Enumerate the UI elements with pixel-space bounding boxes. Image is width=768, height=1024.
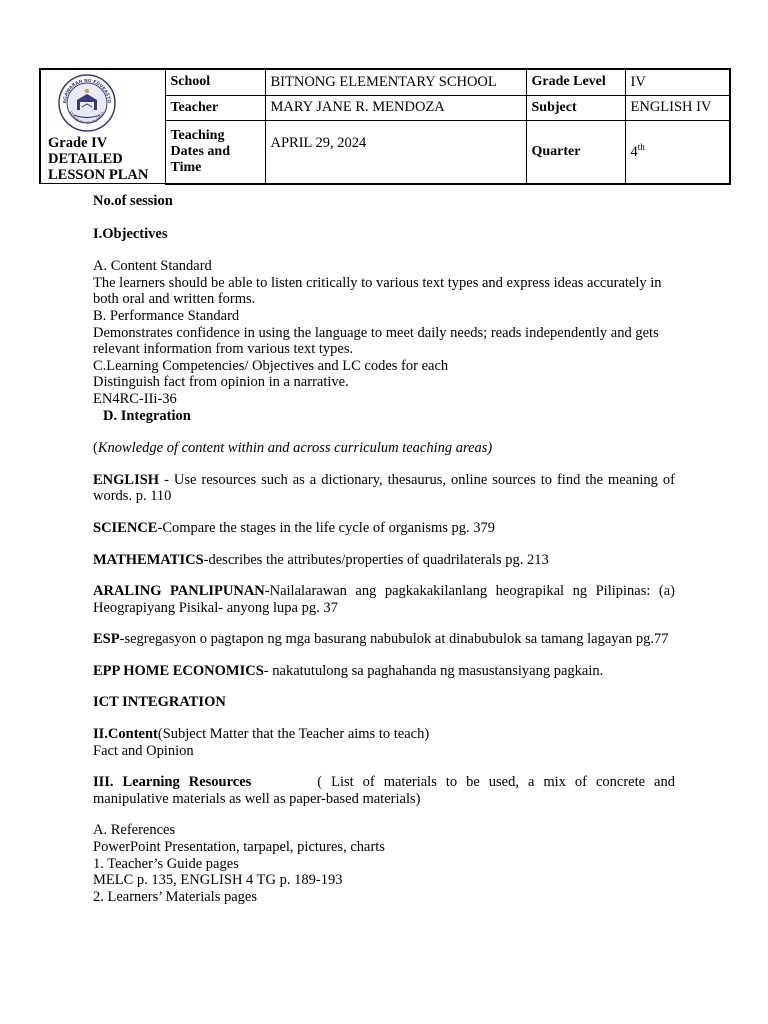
integration-mathematics (93, 552, 675, 569)
integration-text: Nailalarawan ang pagkakakilanlang heograpikal ng Pilipinas: (a) Heograpiyang Pisikal- anyong lupa pg. 37 (93, 583, 676, 616)
grade-title-line: Grade IV (48, 135, 108, 151)
integration-sep: - (203, 551, 209, 568)
performance-standard-label: B. Performance Standard (93, 307, 240, 324)
integration-sep: - (159, 471, 174, 488)
integration-subject: ARALING PANLIPUNAN (93, 583, 265, 600)
objectives-heading: I.Objectives (93, 225, 168, 242)
integration-sep: - (119, 631, 125, 648)
integration-text: Compare the stages in the life cycle of organisms pg. 379 (162, 519, 496, 536)
competencies-label: C.Learning Competencies/ Objectives and LC codes for each (93, 357, 449, 374)
integration-text: describes the attributes/properties of quadrilaterals pg. 213 (208, 551, 549, 568)
grade-title (48, 135, 159, 183)
ict-heading: ICT INTEGRATION (93, 694, 226, 711)
content-note: (Subject Matter that the Teacher aims to teach) (157, 726, 430, 743)
grade-title-line: LESSON PLAN (48, 167, 149, 183)
lm-label: 2. Learners’ Materials pages (93, 888, 257, 905)
integration-science (93, 520, 675, 537)
integration-note-paren: ( (93, 440, 98, 457)
dates-value: APRIL 29, 2024 (265, 120, 526, 183)
quarter-suffix: th (637, 142, 645, 153)
school-label: School (165, 69, 265, 95)
subject-label: Subject (526, 95, 625, 120)
integration-epp (93, 663, 675, 680)
subject-value: ENGLISH IV (625, 95, 730, 120)
integration-subject: ESP (93, 631, 120, 648)
teacher-value: MARY JANE R. MENDOZA (265, 95, 526, 120)
grade-level-label: Grade Level (526, 69, 625, 95)
lesson-body (93, 193, 675, 905)
tg-text: MELC p. 135, ENGLISH 4 TG p. 189-193 (93, 872, 343, 889)
integration-araling-panlipunan (93, 583, 675, 616)
tg-label: 1. Teacher’s Guide pages (93, 855, 239, 872)
integration-heading: D. Integration (103, 407, 191, 424)
integration-sep: - (157, 519, 163, 536)
resources-line (93, 774, 675, 807)
integration-sep: - (263, 662, 273, 679)
dates-label-line: Time (170, 159, 202, 175)
references-text: PowerPoint Presentation, tarpapel, pictures, charts (93, 839, 385, 856)
content-heading-line (93, 726, 675, 743)
integration-subject: MATHEMATICS (93, 551, 204, 568)
content-standard-text: The learners should be able to listen critically to various text types and express ideas accurately in both oral and written forms. (93, 274, 662, 308)
integration-subject: ENGLISH (93, 471, 160, 488)
quarter-label: Quarter (526, 120, 625, 183)
references-label: A. References (93, 822, 176, 839)
resources-note: ( List of materials to be used, a mix of concrete and manipulative materials as well as paper-based materials) (93, 774, 675, 807)
integration-text: segregasyon o pagtapon ng mga basurang nabubulok at dinabubulok sa tamang lagayan pg.77 (124, 631, 669, 648)
content-heading: II.Content (93, 726, 158, 743)
integration-note-text: Knowledge of content within and across curriculum teaching areas) (97, 440, 493, 457)
resources-heading: III. Learning Resources (93, 774, 252, 791)
seal-bottom-text: REPUBLIKA NG PILIPINAS (68, 110, 106, 125)
sessions-heading: No.of session (93, 193, 173, 209)
integration-subject: EPP HOME ECONOMICS (93, 662, 264, 679)
school-value: BITNONG ELEMENTARY SCHOOL (265, 69, 526, 95)
grade-title-line: DETAILED (48, 151, 123, 167)
integration-note (93, 440, 675, 457)
integration-english (93, 472, 675, 505)
competency-text: Distinguish fact from opinion in a narrative. (93, 374, 349, 391)
integration-sep: - (264, 583, 270, 600)
integration-text: nakatutulong sa paghahanda ng masustansiyang pagkain. (272, 662, 604, 679)
content-standard-label: A. Content Standard (93, 258, 212, 275)
dates-label-line: Dates and (170, 143, 231, 159)
dates-label (165, 120, 265, 183)
quarter-value (625, 120, 730, 183)
grade-level-value: IV (625, 69, 730, 95)
lc-code: EN4RC-IIi-36 (93, 390, 177, 407)
header-table (39, 68, 731, 185)
logo-cell (40, 69, 165, 184)
integration-text: Use resources such as a dictionary, thesaurus, online sources to find the meaning of words. p. 110 (93, 471, 675, 505)
performance-standard-text: Demonstrates confidence in using the language to meet daily needs; reads independently and gets relevant information from various text types. (93, 324, 659, 358)
dates-label-line: Teaching (170, 127, 225, 143)
content-topic: Fact and Opinion (93, 742, 194, 759)
integration-subject: SCIENCE (93, 519, 158, 536)
seal-text: AGAWARAN NG EDUKASYO (62, 78, 112, 104)
integration-esp (93, 631, 675, 648)
teacher-label: Teacher (165, 95, 265, 120)
quarter-number: 4 (630, 143, 638, 160)
deped-seal-icon (58, 74, 116, 132)
